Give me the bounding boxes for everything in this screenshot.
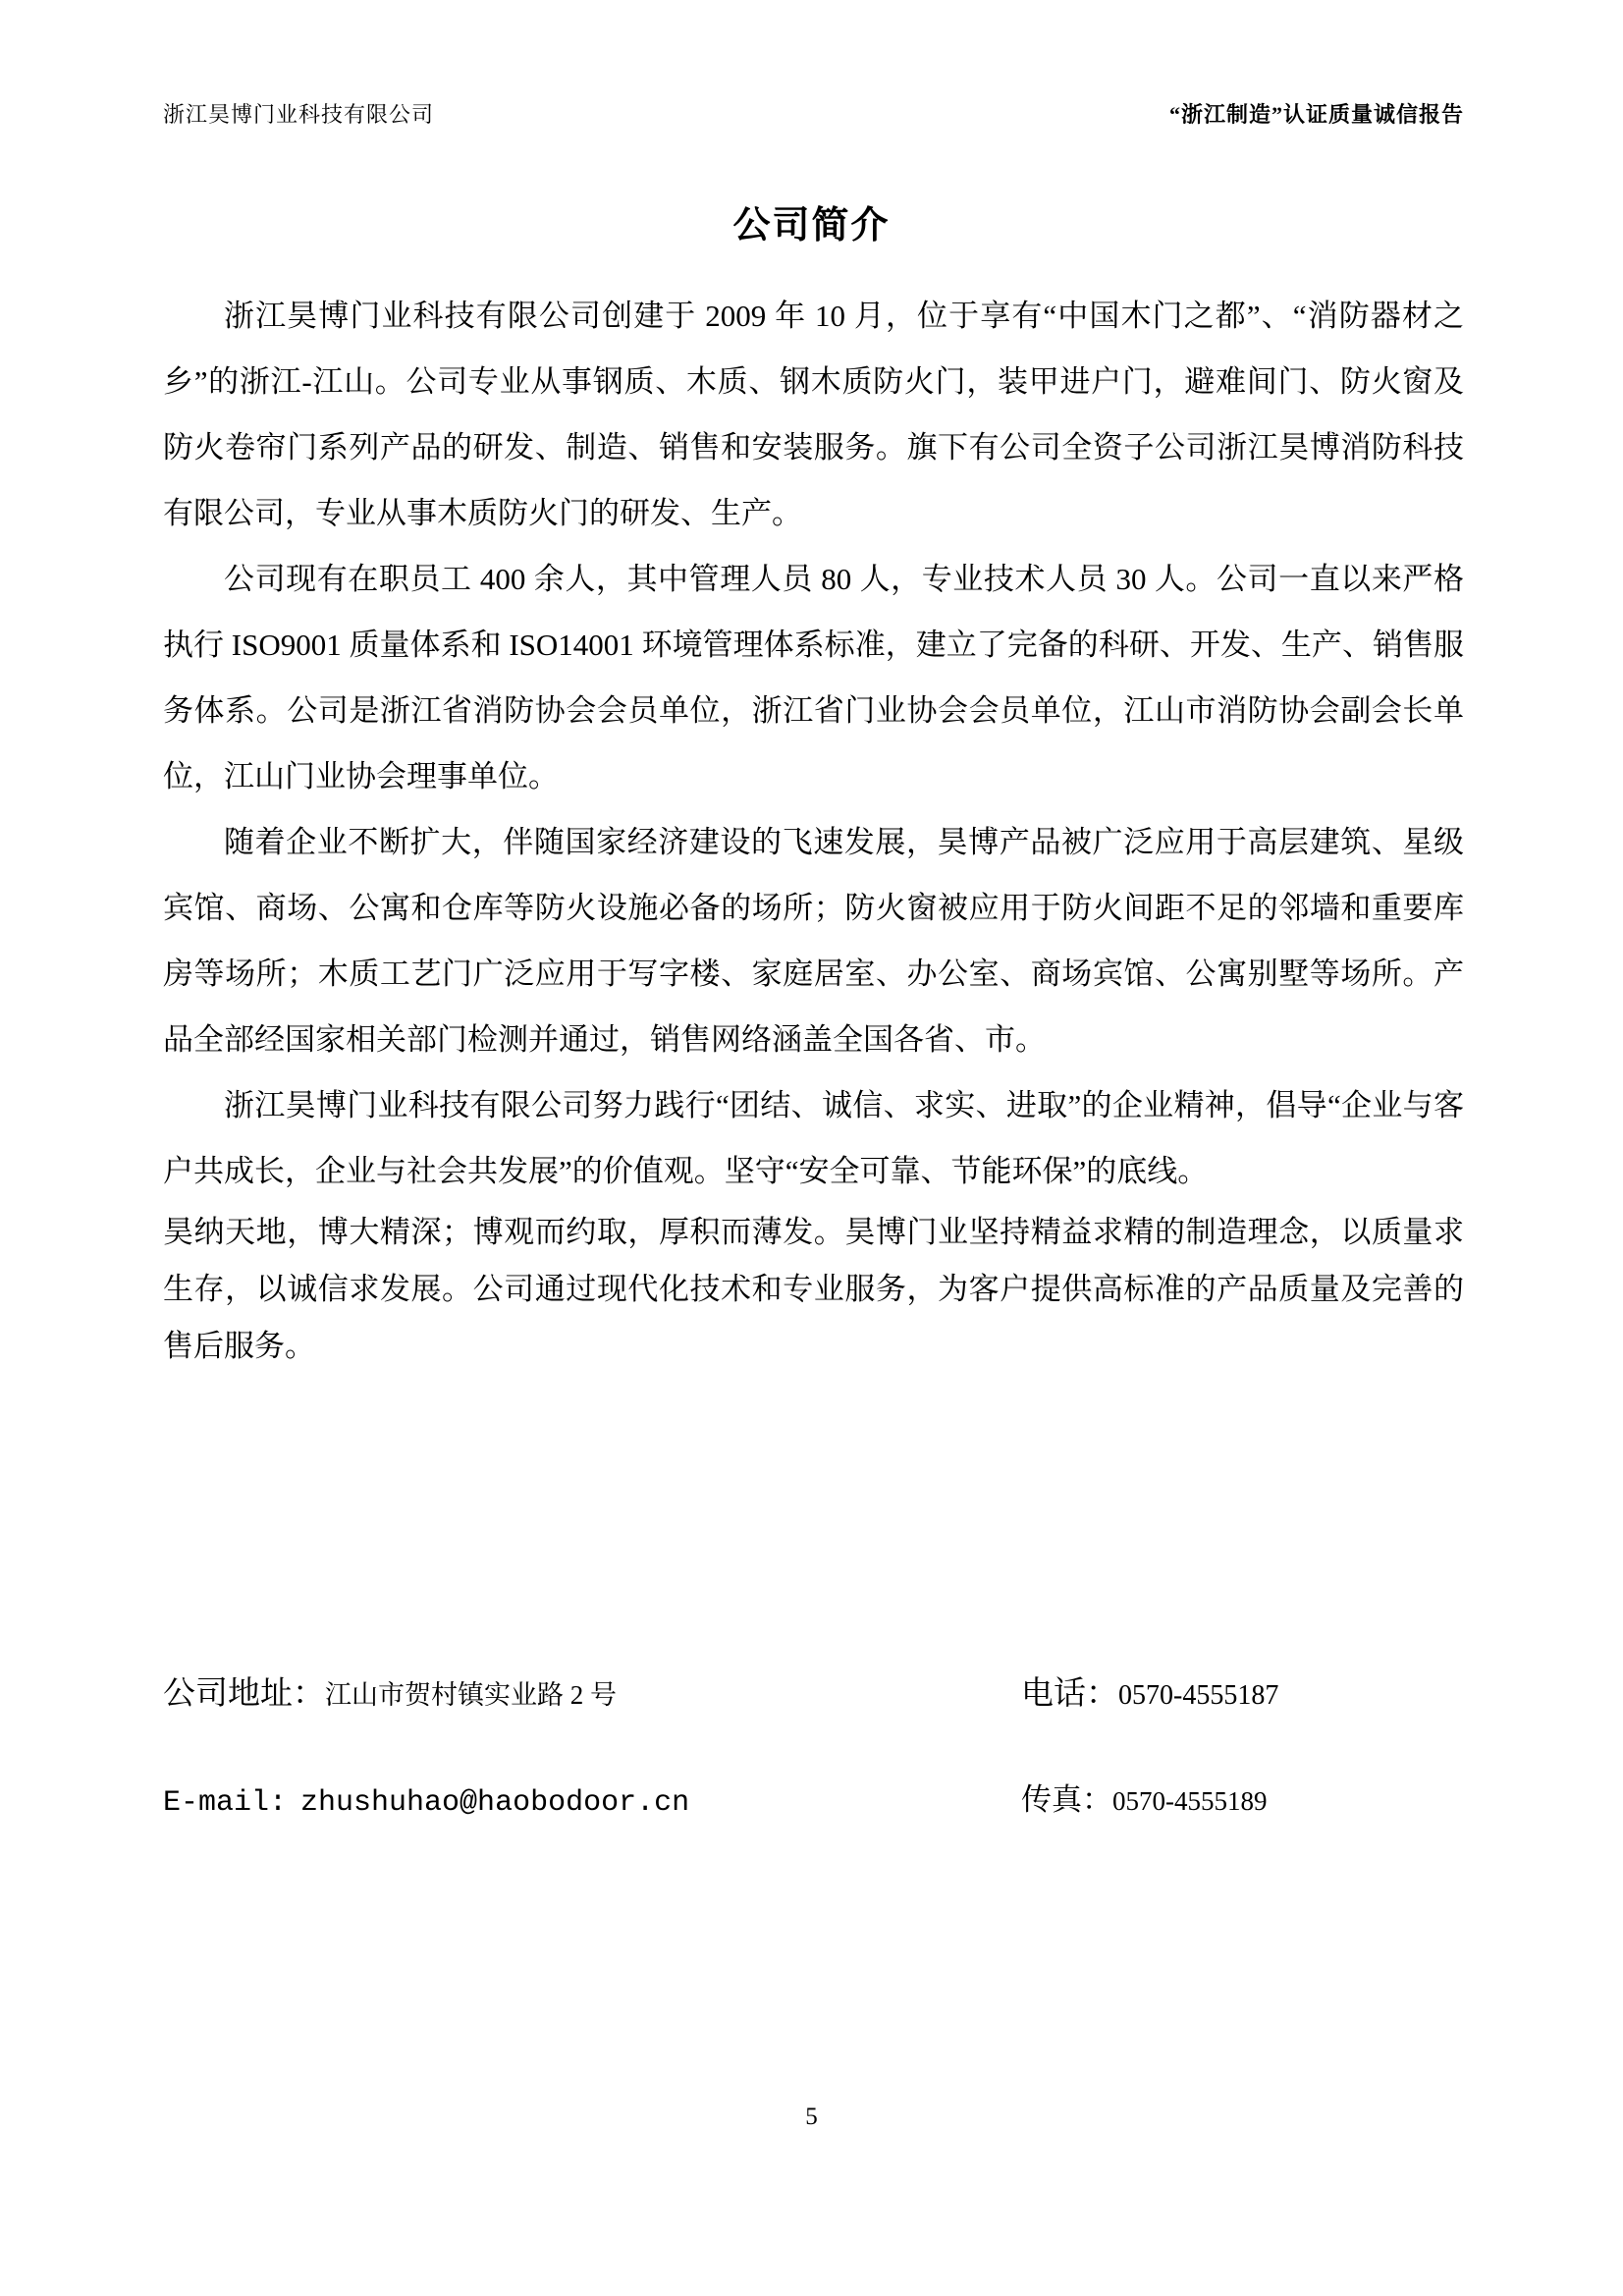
contact-row-address-phone — [163, 1667, 1464, 1714]
paragraph-staff-and-certifications: 公司现有在职员工 400 余人，其中管理人员 80 人，专业技术人员 30 人。公司一直以来严格执行 ISO9001 质量体系和 ISO14001 环境管理体系标准，建立了完备的科研、开发、生产、销售服务体系。公司是浙江省消防协会会员单位，浙江省门业协会会员单位，江山市消防协会副会长单位，江山门业协会理事单位。 — [163, 562, 1464, 793]
page-header — [163, 98, 1464, 129]
header-company-name: 浙江昊博门业科技有限公司 — [163, 102, 435, 127]
phone-value: 0570-4555187 — [1118, 1680, 1279, 1711]
header-report-title: “浙江制造”认证质量诚信报告 — [1168, 102, 1464, 127]
fax-label: 传真： — [1021, 1782, 1112, 1817]
email-label: E-mail: — [163, 1786, 288, 1820]
company-fax — [1021, 1775, 1268, 1819]
contact-row-email-fax — [163, 1775, 1464, 1820]
company-phone — [1021, 1667, 1278, 1714]
page-number: 5 — [805, 2104, 818, 2130]
contact-block — [163, 1667, 1464, 1820]
paragraph-company-values: 浙江昊博门业科技有限公司努力践行“团结、诚信、求实、进取”的企业精神，倡导“企业与客户共成长，企业与社会共发展”的价值观。坚守“安全可靠、节能环保”的底线。 — [163, 1088, 1464, 1188]
address-value: 江山市贺村镇实业路 2 号 — [325, 1680, 617, 1710]
phone-label: 电话： — [1021, 1676, 1118, 1712]
document-body — [163, 283, 1464, 1375]
paragraph-company-founding: 浙江昊博门业科技有限公司创建于 2009 年 10 月，位于享有“中国木门之都”、“消防器材之乡”的浙江-江山。公司专业从事钢质、木质、钢木质防火门，装甲进户门，避难间门、防火窗及防火卷帘门系列产品的研发、制造、销售和安装服务。旗下有公司全资子公司浙江昊博消防科技有限公司，专业从事木质防火门的研发、生产。 — [163, 299, 1464, 530]
paragraph-product-applications: 随着企业不断扩大，伴随国家经济建设的飞速发展，昊博产品被广泛应用于高层建筑、星级宾馆、商场、公寓和仓库等防火设施必备的场所；防火窗被应用于防火间距不足的邻墙和重要库房等场所；木质工艺门广泛应用于写字楼、家庭居室、办公室、商场宾馆、公寓别墅等场所。产品全部经国家相关部门检测并通过，销售网络涵盖全国各省、市。 — [163, 825, 1464, 1057]
address-label: 公司地址： — [163, 1676, 325, 1712]
page-title: 公司简介 — [732, 205, 891, 246]
paragraph-company-motto: 昊纳天地，博大精深；博观而约取，厚积而薄发。昊博门业坚持精益求精的制造理念，以质量求生存，以诚信求发展。公司通过现代化技术和专业服务，为客户提供高标准的产品质量及完善的售后服务。 — [163, 1215, 1464, 1363]
fax-value: 0570-4555189 — [1112, 1786, 1268, 1816]
email-value: zhushuhao@haobodoor.cn — [300, 1786, 690, 1820]
company-email — [163, 1786, 1021, 1820]
company-address — [163, 1667, 1021, 1714]
